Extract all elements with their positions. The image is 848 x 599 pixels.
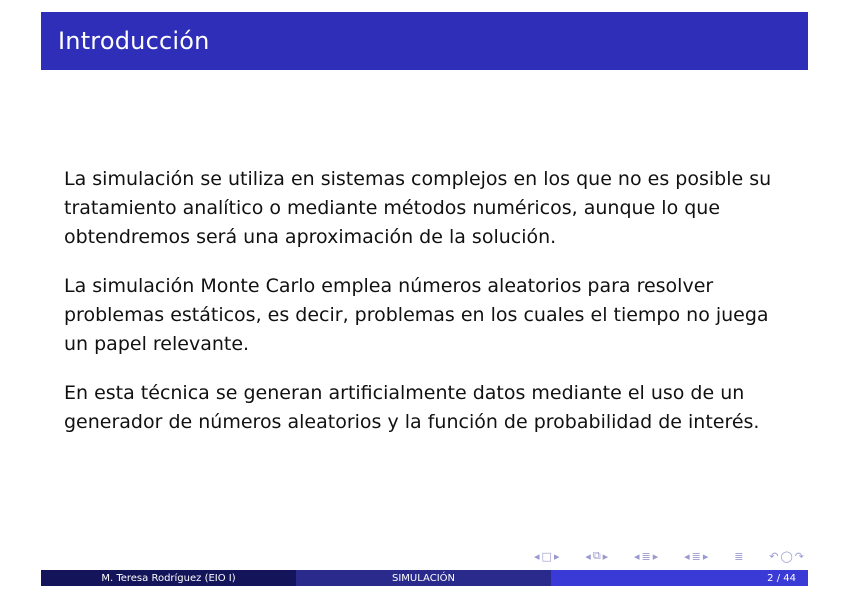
nav-subsubsection-icon[interactable]: ◂ ≣ ▸ [684,549,709,563]
slide-header [41,12,808,70]
footer-author [41,570,296,586]
paragraph-2: La simulación Monte Carlo emplea números aleatorios para resolver problemas estáticos, es decir, problemas en los cuales el tiempo no juega un papel relevante. [64,275,769,355]
footer-page [551,570,808,586]
nav-section-icon[interactable]: ◂ ≣ ▸ [634,549,659,563]
paragraph-1: La simulación se utiliza en sistemas complejos en los que no es posible su tratamiento analítico o mediante métodos numéricos, aunque lo que obtendremos será una aproximación de la solución. [64,168,772,248]
footer-title-text: SIMULACIÓN [392,572,455,584]
slide-title: Introducción [58,27,210,55]
slide-body [64,165,784,457]
footer-title [296,570,551,586]
page-number: 2 / 44 [767,572,796,584]
paragraph-3: En esta técnica se generan artificialmente datos mediante el uso de un generador de números aleatorios y la función de probabilidad de interés. [64,382,760,433]
search-icon[interactable]: ↶ ◯ ↷ [769,549,804,563]
nav-subsection-icon[interactable]: ◂ ⧉ ▸ [585,549,609,563]
footer-author-text: M. Teresa Rodríguez (EIO I) [101,572,236,584]
slide-footer [41,570,808,586]
nav-align-icon[interactable]: ≣ [734,549,744,563]
nav-frame-icon[interactable]: ◂ □ ▸ [534,549,560,563]
beamer-navigation-bar [534,548,804,564]
